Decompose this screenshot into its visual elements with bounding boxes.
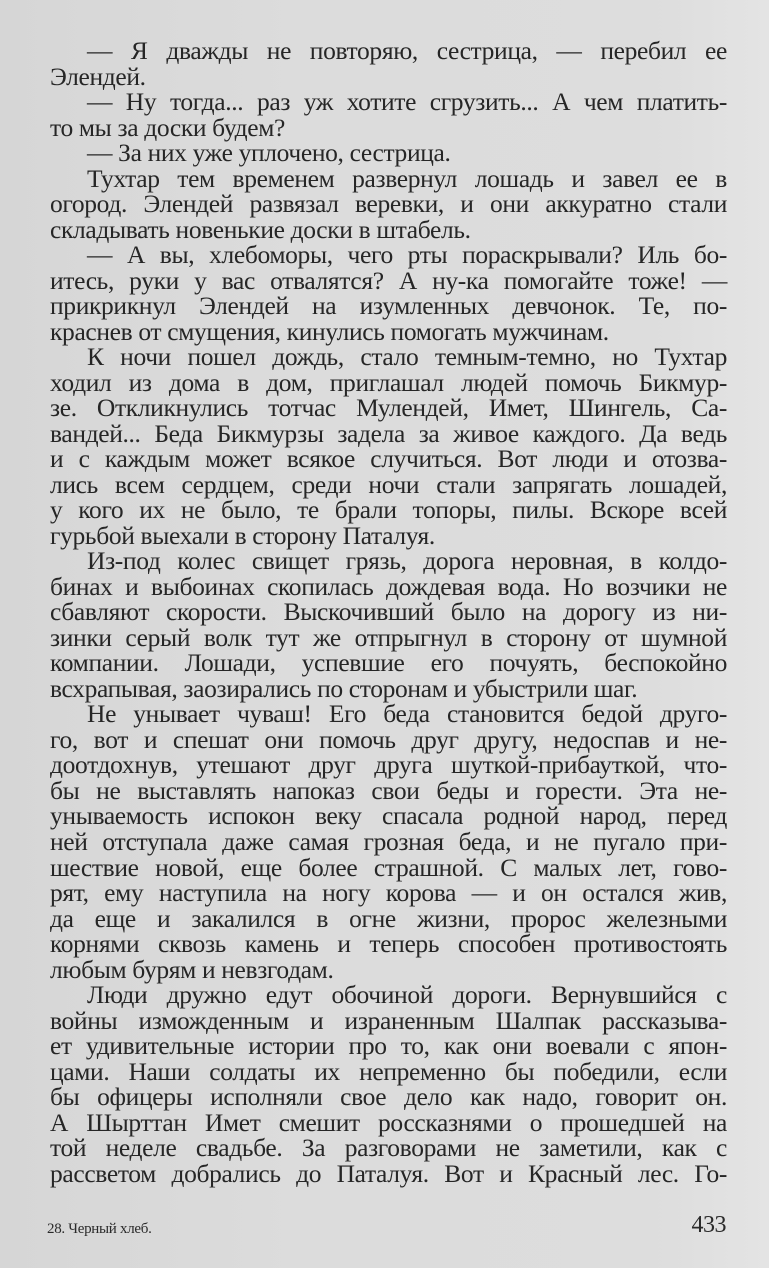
text-line: Не унывает чуваш! Его беда становится бедой друго-	[87, 699, 727, 729]
paragraph	[50, 982, 727, 1186]
text-line: компании. Лошади, успевшие его почуять, беспокойно	[50, 648, 727, 678]
text-line: корнями сквозь камень и теперь способен противостоять	[50, 929, 727, 959]
text-line: — А вы, хлебоморы, чего рты пораскрывали? Иль бо-	[87, 240, 727, 270]
text-line: рят, ему наступила на ногу корова — и он остался жив,	[50, 878, 727, 908]
text-line: ходил из дома в дом, приглашал людей помочь Бикмур-	[50, 367, 727, 397]
text-line: прикрикнул Элендей на изумленных девчонок. Те, по-	[50, 291, 727, 321]
paragraph	[50, 38, 727, 89]
paragraph	[50, 344, 727, 548]
text-line: А Шырттан Имет смешит россказнями о прошедшей на	[50, 1107, 727, 1137]
text-line: рассветом добрались до Паталуя. Вот и Красный лес. Го-	[50, 1158, 727, 1188]
text-line: — За них уже уплочено, сестрица.	[87, 138, 451, 168]
text-line: вандей... Беда Бикмурзы задела за живое каждого. Да ведь	[50, 418, 727, 448]
text-line: зе. Откликнулись тотчас Мулендей, Имет, Шингель, Са-	[50, 393, 727, 423]
text-line: — Я дважды не повторяю, сестрица, — перебил ее	[87, 36, 727, 65]
text-line: зинки серый волк тут же отпрыгнул в сторону от шумной	[50, 622, 727, 652]
text-line: у кого их не было, те брали топоры, пилы. Вскоре всей	[50, 495, 727, 525]
text-line: — Ну тогда... раз уж хотите сгрузить... А чем платить-	[87, 87, 727, 117]
text-line: краснев от смущения, кинулись помогать мужчинам.	[50, 316, 609, 346]
text-line: ет удивительные истории про то, как они воевали с япон-	[50, 1031, 727, 1061]
text-line: ней отступала даже самая грозная беда, и не пугало при-	[50, 826, 727, 856]
text-line: огород. Элендей развязал веревки, и они аккуратно стали	[50, 189, 727, 219]
text-line: цами. Наши солдаты их непременно бы победили, если	[50, 1056, 727, 1086]
body-text	[50, 38, 727, 1186]
text-line: складывать новенькие доски в штабель.	[50, 214, 471, 244]
paragraph	[50, 242, 727, 344]
paragraph	[50, 163, 727, 244]
text-line: Тухтар тем временем развернул лошадь и завел ее в	[87, 163, 727, 193]
text-line: Люди дружно едут обочиной дороги. Вернувшийся с	[87, 980, 727, 1010]
text-line: лись всем сердцем, среди ночи стали запрягать лошадей,	[50, 469, 727, 499]
paragraph	[50, 89, 727, 140]
text-line: сбавляют скорости. Выскочивший было на дорогу из ни-	[50, 597, 727, 627]
text-line: унываемость испокон веку спасала родной народ, перед	[50, 801, 727, 831]
text-line: той неделе свадьбе. За разговорами не заметили, как с	[50, 1133, 727, 1163]
text-line: бинах и выбоинах скопилась дождевая вода. Но возчики не	[50, 571, 727, 601]
text-line: бы не выставлять напоказ свои беды и горести. Эта не-	[50, 775, 727, 805]
text-line: всхрапывая, заозирались по сторонам и убыстрили шаг.	[50, 673, 638, 703]
paragraph	[50, 548, 727, 701]
text-line: бы офицеры исполняли свое дело как надо, говорит он.	[50, 1082, 727, 1112]
text-line: да еще и закалился в огне жизни, пророс железными	[50, 903, 727, 933]
text-line: то мы за доски будем?	[50, 112, 285, 142]
paragraph	[50, 140, 727, 166]
running-footer-title: 28. Черный хлеб.	[47, 1221, 152, 1237]
page-number: 433	[691, 1212, 726, 1238]
text-line: любым бурям и невзгодам.	[50, 954, 334, 984]
text-line: го, вот и спешат они помочь друг другу, недоспав и не-	[50, 724, 727, 754]
text-line: доотдохнув, утешают друг друга шуткой-прибауткой, что-	[50, 750, 727, 780]
text-line: гурьбой выехали в сторону Паталуя.	[50, 520, 435, 550]
text-line: Элендей.	[50, 61, 146, 91]
text-line: шествие новой, еще более страшной. С малых лет, гово-	[50, 852, 727, 882]
text-line: Из-под колес свищет грязь, дорога неровная, в колдо-	[87, 546, 727, 576]
text-line: и с каждым может всякое случиться. Вот люди и отозва-	[50, 444, 727, 474]
text-line: войны изможденным и израненным Шалпак рассказыва-	[50, 1005, 727, 1035]
text-line: К ночи пошел дождь, стало темным-темно, но Тухтар	[87, 342, 727, 372]
text-line: итесь, руки у вас отвалятся? А ну-ка помогайте тоже! —	[50, 265, 727, 295]
paragraph	[50, 701, 727, 982]
